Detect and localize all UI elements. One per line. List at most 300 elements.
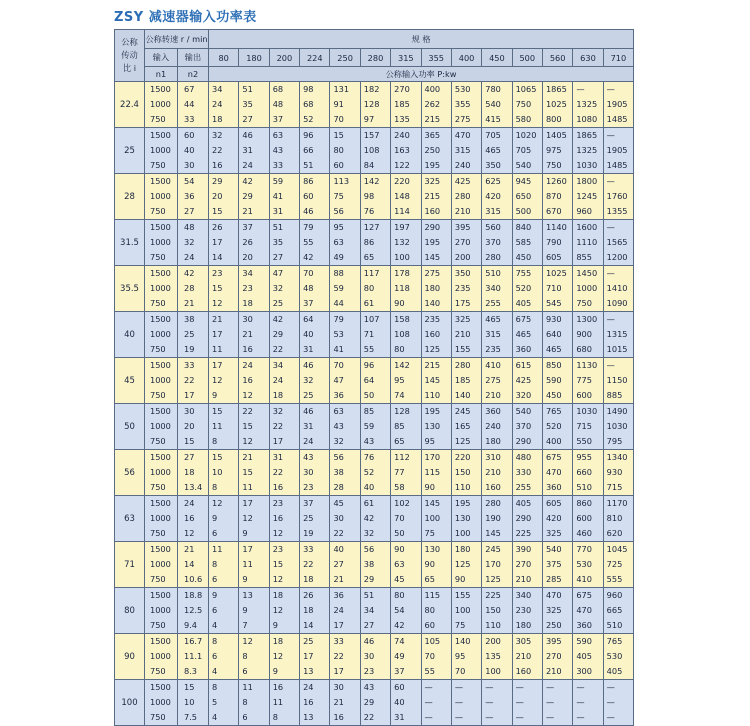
power-value: 150 [485,605,501,615]
power-cell [209,680,239,726]
power-value: 320 [515,390,532,400]
power-value: 1325 [576,145,598,155]
power-cell [573,174,603,220]
power-value: 1080 [576,114,598,124]
power-value: 355 [454,99,471,109]
power-value: 245 [454,406,471,416]
power-value: — [424,712,433,722]
power-value: 36 [333,590,344,600]
power-value: 35 [242,99,253,109]
power-value: 59 [333,283,344,293]
power-cell [209,450,239,496]
power-cell [482,450,512,496]
power-value: 70 [333,360,344,370]
input-speed-cell [145,128,178,174]
power-value: 590 [576,636,592,646]
power-value: 24 [272,375,284,385]
power-value: 15 [212,283,223,293]
power-value: 12 [242,513,253,523]
power-value: 315 [485,329,501,339]
power-cell [360,404,390,450]
power-cell [209,634,239,680]
input-speed-value: 750 [150,482,166,492]
power-value: 15 [242,421,253,431]
power-value: 21 [333,697,344,707]
power-cell [603,404,633,450]
input-speed-value: 1500 [150,452,171,462]
power-value: — [485,682,494,692]
output-speed-cell [178,542,209,588]
power-cell [300,404,330,450]
power-cell [269,542,299,588]
power-value: 21 [333,574,344,584]
power-value: 23 [272,498,284,508]
power-value: 75 [333,191,344,201]
input-speed-value: 1500 [150,314,171,324]
power-value: 11 [242,482,253,492]
power-value: 22 [333,528,344,538]
power-value: 110 [485,620,501,630]
power-value: 128 [394,406,410,416]
output-speed-value: 48 [184,222,195,232]
power-value: 105 [424,636,441,646]
output-speed-value: 60 [184,130,195,140]
power-value: — [515,682,524,692]
power-cell [421,450,451,496]
power-value: 725 [606,559,623,569]
power-value: 255 [515,482,532,492]
power-value: 1450 [576,268,598,278]
power-value: 290 [515,436,532,446]
power-value: 70 [394,513,405,523]
power-value: 310 [485,452,501,462]
power-value: 80 [394,344,405,354]
power-value: — [576,712,585,722]
input-speed-value: 750 [150,436,166,446]
ratio-header-line: 传动 [121,50,138,60]
power-cell [269,220,299,266]
power-value: 1485 [606,114,628,124]
power-value: 96 [363,360,375,370]
power-cell [360,496,390,542]
power-value: 12 [242,390,253,400]
power-value: — [606,314,615,324]
power-value: 63 [394,559,405,569]
output-speed-value: 16 [184,513,195,523]
power-cell [451,588,481,634]
output-speed-cell [178,312,209,358]
power-cell [300,312,330,358]
power-value: 142 [394,360,410,370]
power-value: 18 [272,390,284,400]
power-value: 50 [363,390,375,400]
power-value: 114 [394,206,410,216]
power-value: 675 [515,314,532,324]
power-cell [451,450,481,496]
output-speed-cell [178,128,209,174]
size-header-cell: 200 [269,49,299,67]
power-value: 122 [394,160,410,170]
power-cell [360,174,390,220]
power-cell [512,128,542,174]
power-value: 340 [485,283,501,293]
power-cell [603,174,633,220]
power-value: 15 [272,559,284,569]
power-value: 90 [424,482,435,492]
ratio-cell: 22.4 [115,82,145,128]
power-value: 145 [424,252,441,262]
power-value: 17 [303,651,314,661]
power-value: 34 [272,360,284,370]
power-cell [330,128,360,174]
input-speed-value: 1000 [150,467,171,477]
power-value: 145 [424,498,441,508]
power-value: 130 [424,544,441,554]
table-row [115,634,634,680]
power-value: 140 [454,390,471,400]
power-value: 360 [515,344,532,354]
power-cell [300,680,330,726]
power-value: 8 [242,651,248,661]
power-value: 21 [212,314,223,324]
power-value: 370 [515,421,532,431]
power-value: 51 [303,160,314,170]
power-value: 31 [242,145,253,155]
power-value: 325 [454,314,471,324]
power-value: 130 [424,421,441,431]
power-value: — [545,682,555,692]
power-value: 4 [212,666,218,676]
power-cell [391,174,421,220]
power-value: 30 [333,682,344,692]
power-value: 180 [454,544,471,554]
power-cell [512,404,542,450]
power-cell [421,588,451,634]
power-value: 60 [303,191,314,201]
power-cell [451,634,481,680]
power-cell [451,82,481,128]
power-value: 140 [424,298,441,308]
power-cell [512,588,542,634]
power-value: 85 [394,421,405,431]
power-cell [603,588,633,634]
power-cell [239,450,269,496]
power-cell [391,312,421,358]
power-value: 46 [363,636,375,646]
power-value: 1905 [606,145,628,155]
output-speed-value: 8.3 [184,666,198,676]
power-cell [603,358,633,404]
power-value: 33 [272,160,284,170]
ratio-cell: 90 [115,634,145,680]
power-value: 23 [363,666,375,676]
power-cell [360,128,390,174]
power-value: 470 [454,130,471,140]
power-value: 37 [394,666,405,676]
power-value: 370 [485,237,501,247]
power-value: — [485,712,494,722]
power-value: 8 [212,682,218,692]
power-value: 775 [576,375,592,385]
ratio-cell: 56 [115,450,145,496]
power-cell [360,220,390,266]
output-speed-cell [178,82,209,128]
power-value: 750 [515,99,532,109]
power-cell [391,404,421,450]
size-header-cell: 630 [573,49,603,67]
power-cell [603,634,633,680]
power-value: 135 [394,114,410,124]
power-cell [391,588,421,634]
power-value: — [606,268,615,278]
table-body [115,82,634,726]
power-cell [603,450,633,496]
power-value: 95 [424,436,435,446]
table-row [115,588,634,634]
power-value: 770 [576,544,592,554]
power-value: 29 [242,191,253,201]
power-value: 1300 [576,314,598,324]
power-value: — [545,697,555,707]
power-cell [269,358,299,404]
power-value: 18 [272,636,284,646]
power-value: 11 [212,344,223,354]
power-value: 17 [212,360,223,370]
power-value: 40 [394,697,405,707]
power-value: 46 [242,130,253,140]
power-cell [512,634,542,680]
power-value: 605 [545,498,562,508]
ratio-cell: 80 [115,588,145,634]
power-value: 58 [394,482,405,492]
power-value: 175 [454,298,471,308]
size-header-cell: 560 [542,49,572,67]
power-cell [421,404,451,450]
power-value: 13 [242,590,253,600]
power-value: 74 [394,636,405,646]
power-cell [269,680,299,726]
power-value: 75 [424,528,435,538]
power-value: 1245 [576,191,598,201]
power-value: 42 [363,513,375,523]
table-row [115,174,634,220]
input-speed-value: 1000 [150,605,171,615]
power-value: 10 [212,467,223,477]
power-cell [330,358,360,404]
input-speed-value: 1000 [150,375,171,385]
output-speed-value: 27 [184,206,195,216]
input-speed-value: 1000 [150,237,171,247]
power-value: — [454,697,464,707]
power-cell [573,404,603,450]
power-cell [542,634,572,680]
power-value: 1410 [606,283,628,293]
power-value: 145 [424,375,441,385]
power-value: 132 [394,237,410,247]
power-value: 790 [545,237,562,247]
power-value: 155 [454,344,471,354]
power-value: 520 [545,421,562,431]
power-value: 585 [515,237,532,247]
size-header-cell: 355 [421,49,451,67]
power-value: 31 [303,344,314,354]
power-cell [209,542,239,588]
power-value: 840 [515,222,532,232]
power-cell [603,266,633,312]
power-value: — [606,130,615,140]
power-cell [542,312,572,358]
power-value: 1565 [606,237,628,247]
power-cell [573,496,603,542]
ratio-cell: 45 [115,358,145,404]
power-value: 98 [363,191,375,201]
ratio-cell: 100 [115,680,145,726]
power-cell [239,312,269,358]
power-value: 360 [485,406,501,416]
power-value: 29 [212,176,223,186]
power-value: 31 [394,712,405,722]
power-cell [573,82,603,128]
power-value: 5 [212,697,218,707]
power-value: 590 [545,375,562,385]
size-header-cell: 80 [209,49,239,67]
power-value: 460 [576,528,592,538]
output-speed-value: 21 [184,544,195,554]
power-value: 680 [576,344,592,354]
power-cell [360,542,390,588]
power-value: 225 [485,590,501,600]
power-value: 86 [303,176,314,186]
power-value: 215 [424,114,441,124]
power-value: 27 [363,620,375,630]
power-value: 9 [212,590,218,600]
power-cell [451,312,481,358]
power-value: 605 [545,252,562,262]
power-value: 13 [303,712,314,722]
power-value: 855 [576,252,592,262]
power-value: 25 [303,636,314,646]
power-cell [209,404,239,450]
table-row [115,450,634,496]
power-value: 128 [363,99,380,109]
power-value: 155 [454,590,471,600]
power-value: 98 [303,84,314,94]
power-value: 113 [333,176,350,186]
power-value: 1065 [515,84,537,94]
input-speed-cell [145,404,178,450]
power-value: 25 [303,513,314,523]
power-value: 225 [515,528,532,538]
power-value: 163 [394,145,410,155]
input-speed-value: 750 [150,666,166,676]
power-cell [360,312,390,358]
power-value: 6 [242,712,248,722]
power-value: — [606,712,615,722]
power-value: 41 [333,344,344,354]
input-speed-cell [145,266,178,312]
power-value: 325 [545,605,562,615]
size-header-cell: 315 [391,49,421,67]
power-cell [269,266,299,312]
power-cell [300,128,330,174]
power-value: 1030 [606,421,628,431]
ratio-cell: 25 [115,128,145,174]
power-cell [573,680,603,726]
power-value: 55 [303,237,314,247]
power-value: 27 [333,559,344,569]
power-value: 195 [424,160,441,170]
power-value: 18 [303,574,314,584]
power-value: 12 [272,651,284,661]
power-cell [360,680,390,726]
power-cell [573,542,603,588]
power-value: 34 [212,84,223,94]
power-value: 170 [485,559,501,569]
table-row [115,220,634,266]
speed-header: 公称转速 r / min [145,30,209,49]
power-cell [360,588,390,634]
power-cell [482,542,512,588]
power-value: 16 [303,697,314,707]
power-value: 405 [576,651,592,661]
power-value: 22 [333,651,344,661]
power-value: — [576,84,585,94]
power-cell [451,404,481,450]
power-value: 415 [485,114,501,124]
power-cell [209,496,239,542]
power-cell [391,542,421,588]
power-value: 23 [242,283,253,293]
power-value: 500 [515,206,532,216]
power-value: 16 [242,344,253,354]
power-value: 157 [363,130,380,140]
power-cell [421,496,451,542]
power-cell [239,174,269,220]
power-value: 180 [424,283,441,293]
power-value: 8 [212,636,218,646]
power-cell [269,496,299,542]
power-value: 125 [485,574,501,584]
power-value: 56 [333,452,344,462]
power-value: 160 [485,482,501,492]
power-value: 64 [363,375,375,385]
power-value: 410 [485,360,501,370]
power-value: 8 [272,712,278,722]
power-value: — [606,682,615,692]
power-cell [421,542,451,588]
power-value: 395 [454,222,471,232]
input-speed-cell [145,220,178,266]
power-cell [391,266,421,312]
power-cell [542,542,572,588]
power-value: 715 [576,421,592,431]
power-value: 12 [272,528,284,538]
power-value: 1045 [606,544,628,554]
power-cell [239,588,269,634]
power-value: 510 [485,268,501,278]
power-value: 330 [515,467,532,477]
power-value: 18 [212,114,223,124]
power-value: 12 [272,574,284,584]
output-speed-value: 16.7 [184,636,203,646]
power-cell [209,82,239,128]
power-value: 43 [333,421,344,431]
power-value: 125 [454,559,471,569]
power-value: 450 [515,252,532,262]
power-value: 32 [303,375,314,385]
power-cell [512,220,542,266]
power-value: 95 [454,651,466,661]
